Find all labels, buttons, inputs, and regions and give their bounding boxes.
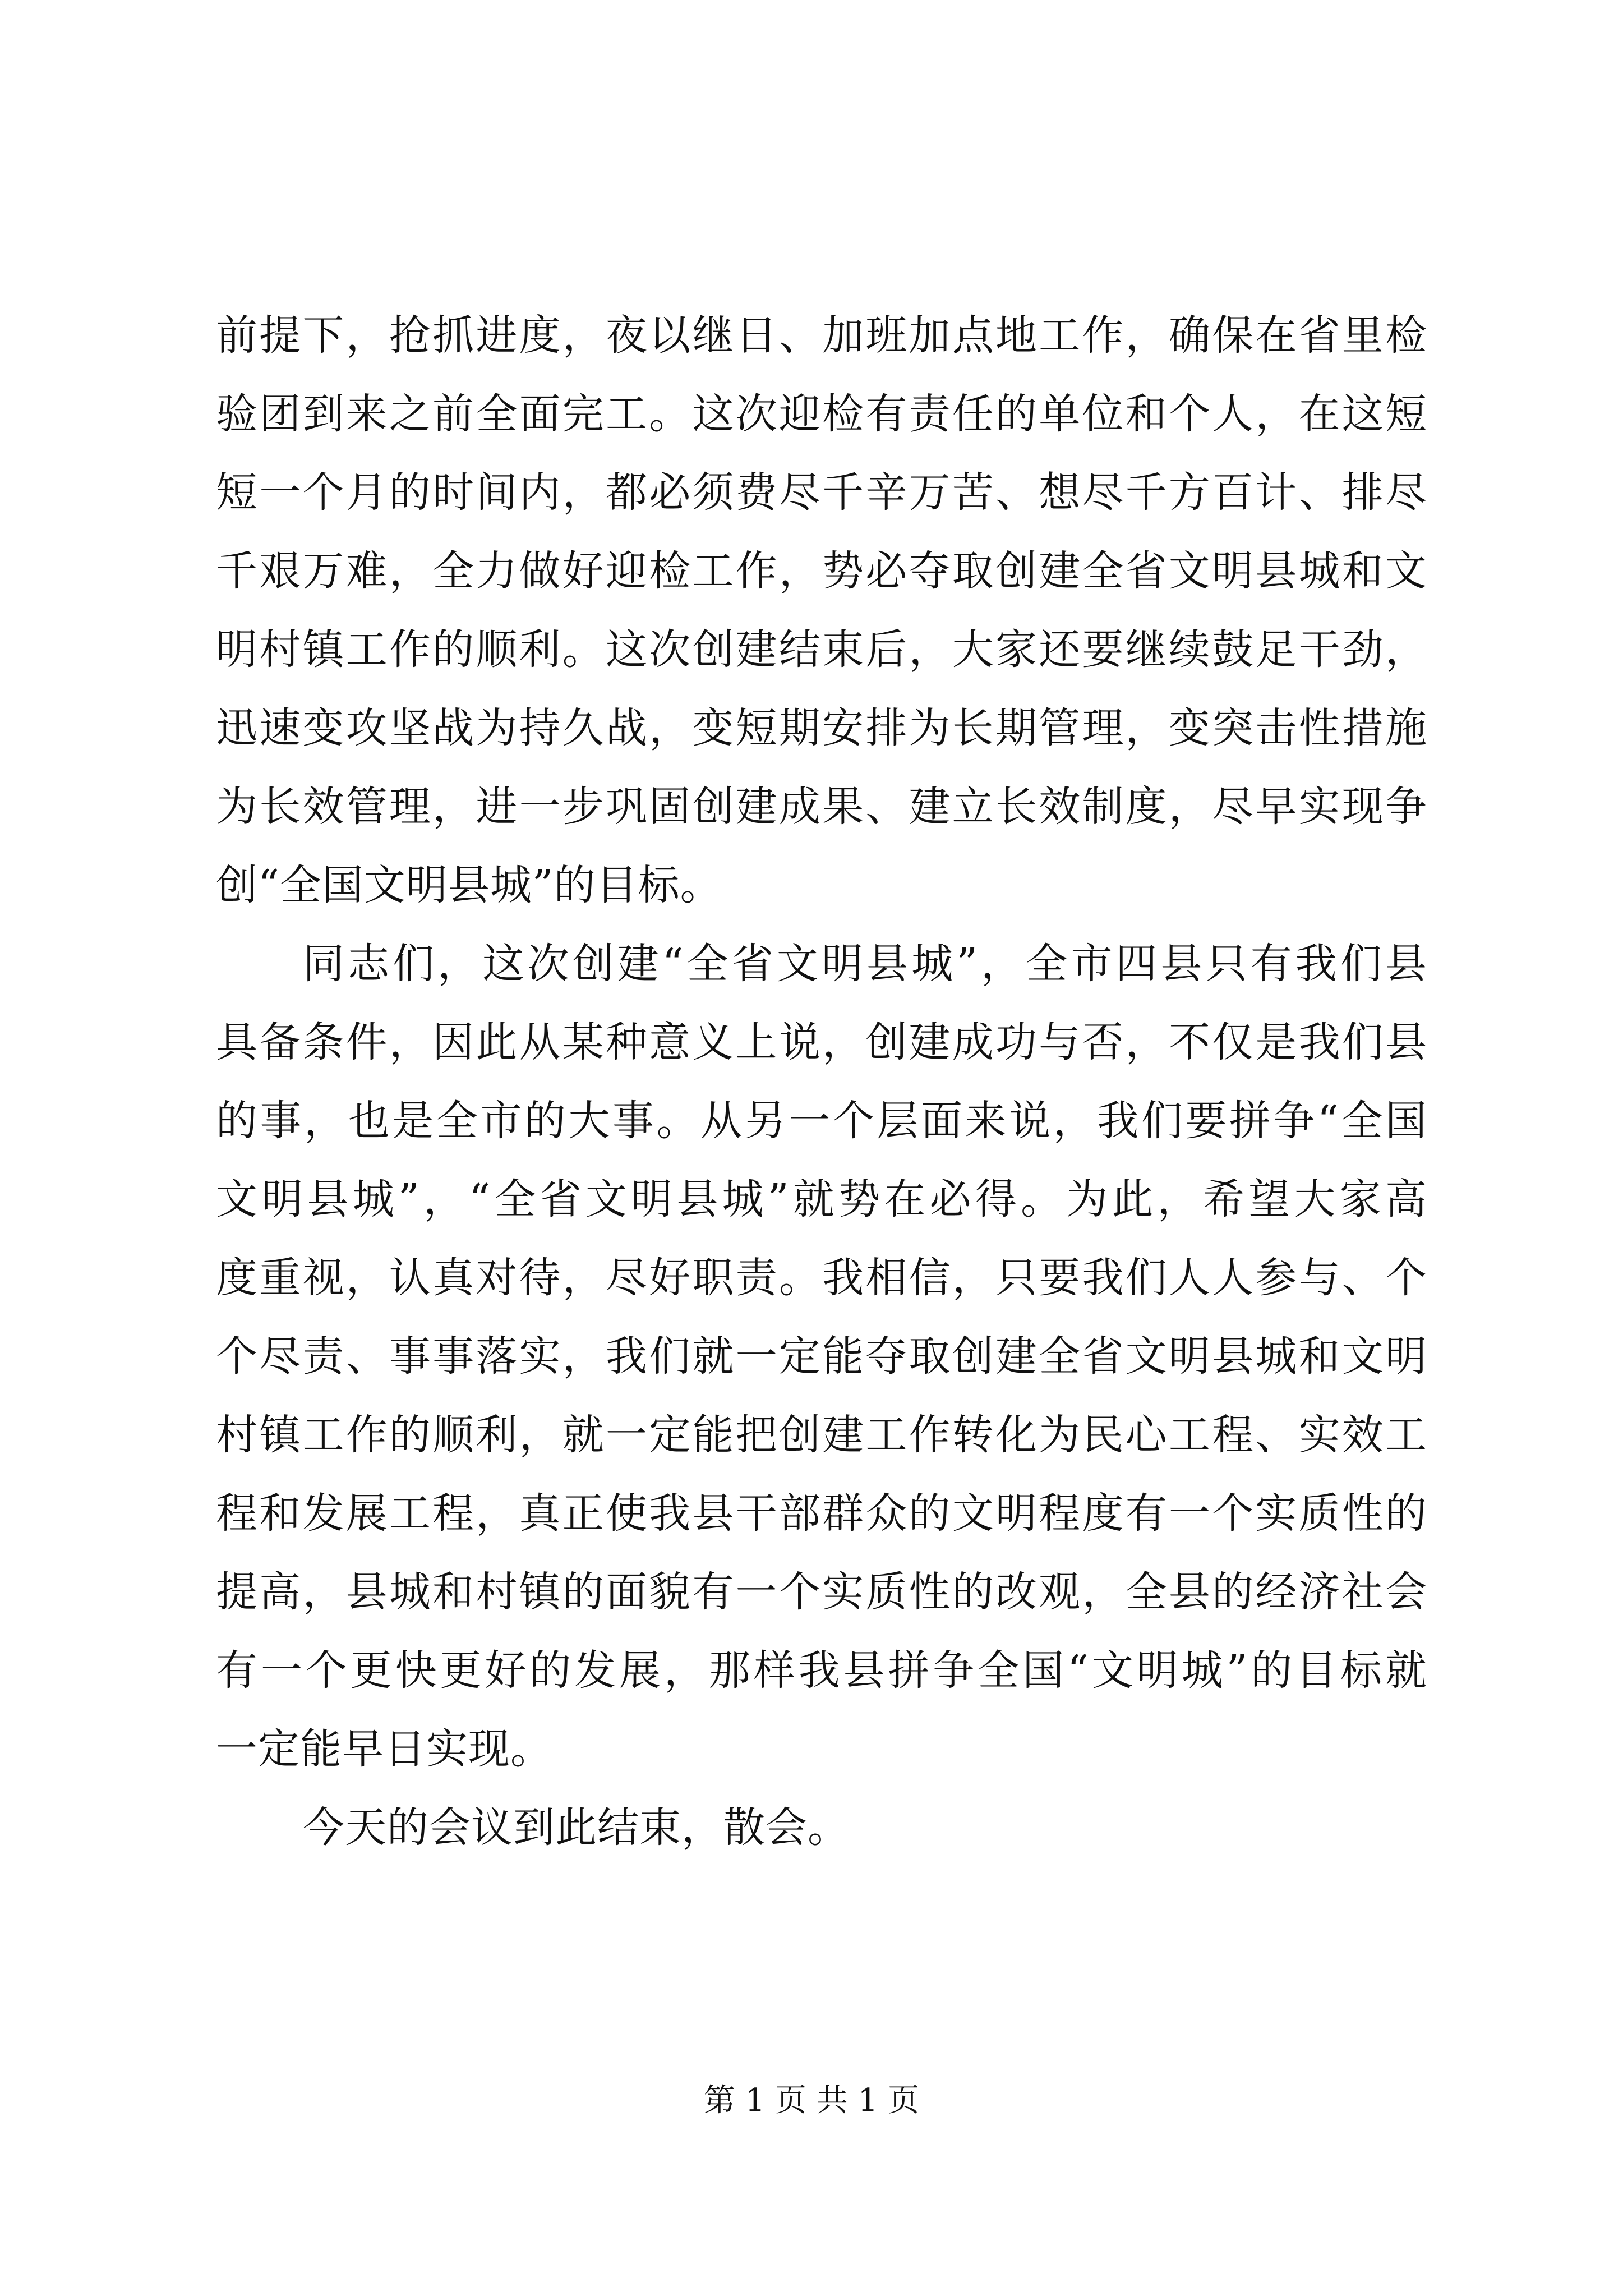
paragraph-line: 文明县城”，“全省文明县城”就势在必得。为此，希望大家高 (216, 1175, 1427, 1223)
paragraph-line: 为长效管理，进一步巩固创建成果、建立长效制度，尽早实现争 (216, 783, 1427, 831)
paragraph-3 (216, 1788, 1427, 1867)
paragraph-line: 明村镇工作的顺利。这次创建结束后，大家还要继续鼓足干劲， (216, 625, 1427, 674)
paragraph-line: 具备条件，因此从某种意义上说，创建成功与否，不仅是我们县 (216, 1018, 1427, 1066)
paragraph-line: 短一个月的时间内，都必须费尽千辛万苦、想尽千方百计、排尽 (216, 468, 1427, 517)
document-body (216, 296, 1427, 1867)
paragraph-line: 今天的会议到此结束，散会。 (303, 1803, 850, 1852)
paragraph-line: 有一个更快更好的发展，那样我县拼争全国“文明城”的目标就 (216, 1646, 1427, 1695)
paragraph-line: 度重视，认真对待，尽好职责。我相信，只要我们人人参与、个 (216, 1254, 1427, 1302)
paragraph-line: 村镇工作的顺利，就一定能把创建工作转化为民心工程、实效工 (216, 1411, 1427, 1459)
page-footer: 第 1 页 共 1 页 (703, 2082, 920, 2119)
paragraph-line: 前提下，抢抓进度，夜以继日、加班加点地工作，确保在省里检 (216, 311, 1427, 360)
paragraph-line: 迅速变攻坚战为持久战，变短期安排为长期管理，变突击性措施 (216, 704, 1427, 752)
paragraph-1 (216, 296, 1427, 924)
paragraph-line: 提高，县城和村镇的面貌有一个实质性的改观，全县的经济社会 (216, 1568, 1427, 1616)
paragraph-line: 同志们，这次创建“全省文明县城”，全市四县只有我们县 (303, 940, 1427, 988)
paragraph-line: 验团到来之前全面完工。这次迎检有责任的单位和个人，在这短 (216, 390, 1427, 438)
paragraph-line: 创“全国文明县城”的目标。 (216, 861, 722, 909)
paragraph-line: 千艰万难，全力做好迎检工作，势必夺取创建全省文明县城和文 (216, 547, 1427, 595)
paragraph-2 (216, 924, 1427, 1788)
paragraph-line: 个尽责、事事落实，我们就一定能夺取创建全省文明县城和文明 (216, 1332, 1427, 1381)
paragraph-line: 程和发展工程，真正使我县干部群众的文明程度有一个实质性的 (216, 1489, 1427, 1538)
paragraph-line: 的事，也是全市的大事。从另一个层面来说，我们要拼争“全国 (216, 1097, 1427, 1145)
paragraph-line: 一定能早日实现。 (216, 1725, 552, 1773)
